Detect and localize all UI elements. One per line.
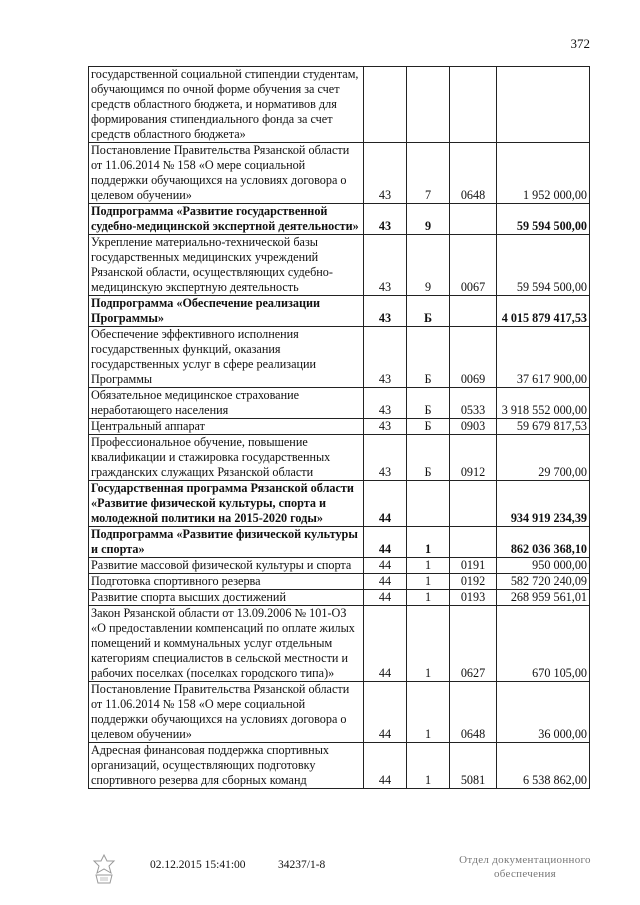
row-subprogram-cell: 1	[407, 574, 450, 590]
table-row	[89, 743, 590, 789]
row-subprogram-cell: Б	[407, 419, 450, 435]
row-sum-cell: 37 617 900,00	[497, 327, 590, 388]
row-program-cell: 43	[364, 388, 407, 419]
row-program-cell: 44	[364, 481, 407, 527]
row-name-cell: Центральный аппарат	[89, 419, 364, 435]
table-row	[89, 682, 590, 743]
row-direction-cell: 0533	[450, 388, 497, 419]
budget-table-body	[89, 67, 590, 789]
row-subprogram-cell: Б	[407, 327, 450, 388]
row-sum-cell: 59 679 817,53	[497, 419, 590, 435]
row-program-cell: 43	[364, 204, 407, 235]
footer	[88, 853, 600, 893]
table-row	[89, 558, 590, 574]
row-sum-cell: 59 594 500,00	[497, 235, 590, 296]
row-program-cell: 43	[364, 296, 407, 327]
row-name-cell: Постановление Правительства Рязанской области от 11.06.2014 № 158 «О мере социальной поддержки обучающихся на условиях договора о целевом обучении»	[89, 682, 364, 743]
row-subprogram-cell: 1	[407, 527, 450, 558]
row-direction-cell: 0191	[450, 558, 497, 574]
table-row	[89, 388, 590, 419]
row-subprogram-cell: Б	[407, 388, 450, 419]
row-program-cell: 44	[364, 527, 407, 558]
row-name-cell: Подготовка спортивного резерва	[89, 574, 364, 590]
row-program-cell: 44	[364, 606, 407, 682]
row-direction-cell: 0912	[450, 435, 497, 481]
department-stamp: Отдел документационного обеспечения	[459, 854, 591, 880]
print-timestamp: 02.12.2015 15:41:00	[150, 859, 246, 871]
row-sum-cell: 934 919 234,39	[497, 481, 590, 527]
row-name-cell: Развитие массовой физической культуры и спорта	[89, 558, 364, 574]
table-row	[89, 327, 590, 388]
row-program-cell: 44	[364, 558, 407, 574]
row-direction-cell: 5081	[450, 743, 497, 789]
row-subprogram-cell: 9	[407, 235, 450, 296]
row-program-cell: 44	[364, 574, 407, 590]
table-row	[89, 481, 590, 527]
row-name-cell: Подпрограмма «Развитие физической культуры и спорта»	[89, 527, 364, 558]
row-name-cell: Подпрограмма «Развитие государственной судебно-медицинской экспертной деятельности»	[89, 204, 364, 235]
row-program-cell: 43	[364, 419, 407, 435]
page-number: 372	[570, 36, 590, 51]
row-sum-cell: 29 700,00	[497, 435, 590, 481]
row-direction-cell: 0903	[450, 419, 497, 435]
row-subprogram-cell: 1	[407, 606, 450, 682]
row-direction-cell: 0069	[450, 327, 497, 388]
table-row	[89, 235, 590, 296]
row-subprogram-cell: 1	[407, 558, 450, 574]
row-program-cell: 44	[364, 682, 407, 743]
row-program-cell: 44	[364, 590, 407, 606]
row-name-cell: Обеспечение эффективного исполнения государственных функций, оказания государственных услуг в сфере реализации Программы	[89, 327, 364, 388]
row-direction-cell	[450, 204, 497, 235]
table-row	[89, 143, 590, 204]
row-subprogram-cell: Б	[407, 435, 450, 481]
row-sum-cell: 1 952 000,00	[497, 143, 590, 204]
budget-table	[88, 66, 590, 789]
table-row	[89, 296, 590, 327]
row-subprogram-cell: 1	[407, 682, 450, 743]
row-name-cell: государственной социальной стипендии студентам, обучающимся по очной форме обучения за счет средств областного бюджета, и нормативов для формирования стипендиального фонда за счет средств областного бюджета»	[89, 67, 364, 143]
row-name-cell: Адресная финансовая поддержка спортивных организаций, осуществляющих подготовку спортивного резерва для сборных команд	[89, 743, 364, 789]
row-sum-cell: 582 720 240,09	[497, 574, 590, 590]
row-direction-cell	[450, 67, 497, 143]
row-direction-cell	[450, 481, 497, 527]
row-name-cell: Развитие спорта высших достижений	[89, 590, 364, 606]
row-subprogram-cell	[407, 67, 450, 143]
table-row	[89, 606, 590, 682]
row-name-cell: Постановление Правительства Рязанской области от 11.06.2014 № 158 «О мере социальной поддержки обучающихся на условиях договора о целевом обучении»	[89, 143, 364, 204]
table-row	[89, 204, 590, 235]
document-number: 34237/1-8	[278, 859, 326, 871]
row-direction-cell: 0627	[450, 606, 497, 682]
row-sum-cell: 4 015 879 417,53	[497, 296, 590, 327]
row-direction-cell: 0193	[450, 590, 497, 606]
row-subprogram-cell	[407, 481, 450, 527]
row-program-cell: 43	[364, 143, 407, 204]
row-name-cell: Профессиональное обучение, повышение квалификации и стажировка государственных гражданских служащих Рязанской области	[89, 435, 364, 481]
row-name-cell: Закон Рязанской области от 13.09.2006 № 101-ОЗ «О предоставлении компенсаций по оплате жилых помещений и коммунальных услуг отдельным категориям специалистов в сельской местности и рабочих поселках (поселках городского типа)»	[89, 606, 364, 682]
table-row	[89, 590, 590, 606]
row-direction-cell	[450, 527, 497, 558]
table-row	[89, 435, 590, 481]
row-name-cell: Государственная программа Рязанской области «Развитие физической культуры, спорта и молодежной политики на 2015-2020 годы»	[89, 481, 364, 527]
row-subprogram-cell: 7	[407, 143, 450, 204]
row-sum-cell: 950 000,00	[497, 558, 590, 574]
row-program-cell: 43	[364, 235, 407, 296]
table-row	[89, 419, 590, 435]
row-subprogram-cell: Б	[407, 296, 450, 327]
table-row	[89, 67, 590, 143]
row-name-cell: Укрепление материально-технической базы государственных медицинских учреждений Рязанской области, осуществляющих судебно-медицинскую экспертную деятельность	[89, 235, 364, 296]
row-program-cell: 44	[364, 743, 407, 789]
row-sum-cell: 268 959 561,01	[497, 590, 590, 606]
row-subprogram-cell: 1	[407, 590, 450, 606]
row-sum-cell: 36 000,00	[497, 682, 590, 743]
row-program-cell: 43	[364, 435, 407, 481]
row-direction-cell	[450, 296, 497, 327]
row-sum-cell	[497, 67, 590, 143]
row-name-cell: Обязательное медицинское страхование неработающего населения	[89, 388, 364, 419]
row-sum-cell: 3 918 552 000,00	[497, 388, 590, 419]
row-sum-cell: 862 036 368,10	[497, 527, 590, 558]
row-subprogram-cell: 9	[407, 204, 450, 235]
row-direction-cell: 0067	[450, 235, 497, 296]
row-direction-cell: 0648	[450, 143, 497, 204]
table-row	[89, 527, 590, 558]
row-name-cell: Подпрограмма «Обеспечение реализации Программы»	[89, 296, 364, 327]
row-sum-cell: 6 538 862,00	[497, 743, 590, 789]
row-sum-cell: 59 594 500,00	[497, 204, 590, 235]
table-row	[89, 574, 590, 590]
row-direction-cell: 0192	[450, 574, 497, 590]
row-subprogram-cell: 1	[407, 743, 450, 789]
row-direction-cell: 0648	[450, 682, 497, 743]
row-sum-cell: 670 105,00	[497, 606, 590, 682]
coat-of-arms-icon	[88, 853, 120, 887]
row-program-cell	[364, 67, 407, 143]
row-program-cell: 43	[364, 327, 407, 388]
